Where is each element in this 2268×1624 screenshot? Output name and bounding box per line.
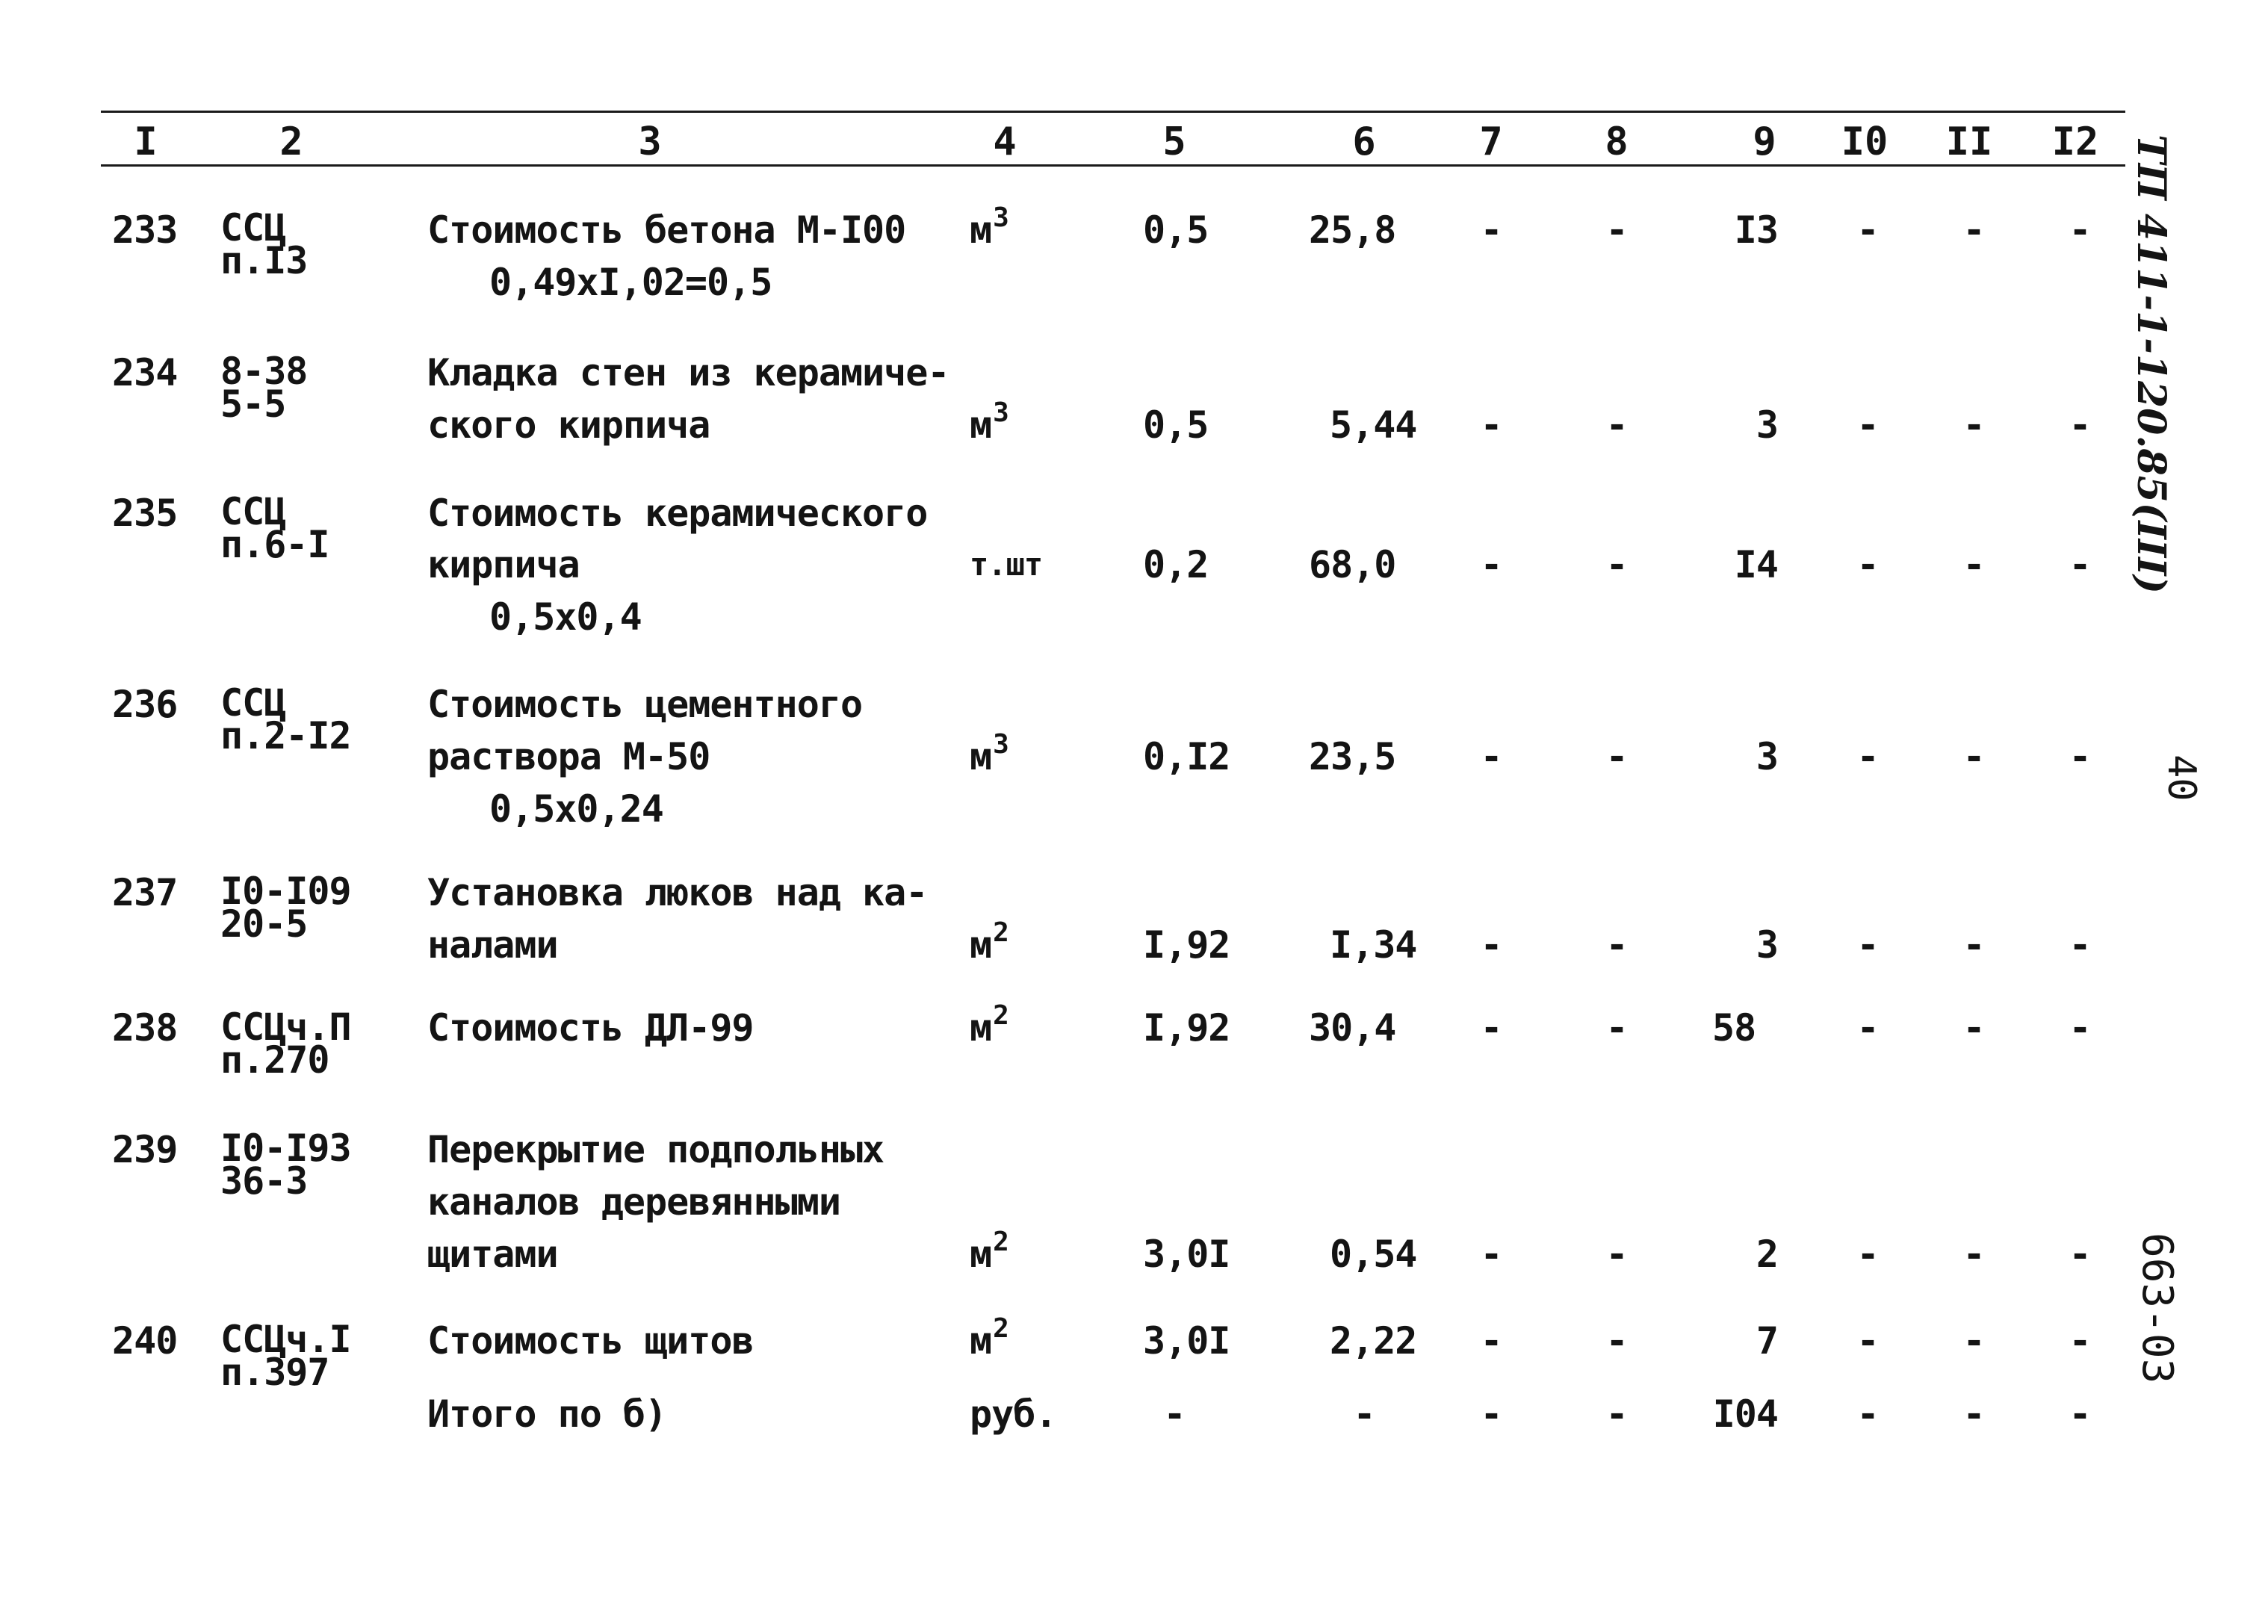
row-col-9: 3: [1756, 403, 1778, 447]
row-unit: $м^2$: [970, 917, 1008, 967]
row-col-11: -: [1962, 1233, 1985, 1276]
row-code-line-2: 20-5: [220, 902, 308, 946]
row-number: 236: [112, 683, 178, 726]
row-col-10: -: [1856, 923, 1879, 967]
total-col-5: -: [1163, 1392, 1186, 1436]
row-unit: $м^3$: [970, 202, 1008, 252]
row-number: 240: [112, 1319, 178, 1363]
header-col-12: I2: [2051, 120, 2099, 164]
row-col-12: -: [2069, 923, 2091, 967]
row-col-5: 0,5: [1143, 208, 1209, 252]
row-number: 238: [112, 1006, 178, 1050]
total-col-7: -: [1480, 1392, 1502, 1436]
row-col-11: -: [1962, 1006, 1985, 1050]
row-description-line-2: раствора М-50: [427, 735, 710, 778]
row-code-line-1: ССЦ: [220, 206, 286, 250]
row-col-12: -: [2069, 735, 2091, 778]
header-col-9: 9: [1753, 120, 1776, 164]
total-label: Итого по б): [427, 1392, 667, 1436]
row-code-line-2: п.270: [220, 1038, 329, 1082]
row-calculation: 0,5х0,24: [489, 787, 663, 831]
row-calculation: 0,5х0,4: [489, 595, 642, 639]
row-col-8: -: [1605, 403, 1628, 447]
row-unit: $м^3$: [970, 397, 1008, 447]
total-col-9: I04: [1712, 1392, 1778, 1436]
row-col-9: 7: [1756, 1319, 1778, 1363]
document-code: ТП 411-1-120.85(III): [2128, 134, 2174, 595]
album-code: 663-03: [2133, 1233, 2181, 1384]
row-code-line-1: ССЦч.П: [220, 1005, 351, 1049]
table-top-rule: [101, 111, 2125, 113]
row-number: 237: [112, 871, 178, 914]
row-unit: т.шт: [970, 546, 1043, 583]
row-col-6: 2,22: [1330, 1319, 1417, 1363]
header-col-3: 3: [638, 120, 662, 164]
row-col-12: -: [2069, 1233, 2091, 1276]
row-col-12: -: [2069, 1319, 2091, 1363]
row-col-11: -: [1962, 208, 1985, 252]
row-col-11: -: [1962, 543, 1985, 586]
row-description-line-1: Перекрытие подпольных: [427, 1128, 884, 1171]
header-col-4: 4: [993, 120, 1017, 164]
row-col-5: 0,5: [1143, 403, 1209, 447]
header-col-10: I0: [1841, 120, 1889, 164]
row-col-9: 3: [1756, 735, 1778, 778]
row-col-8: -: [1605, 208, 1628, 252]
row-col-12: -: [2069, 403, 2091, 447]
row-description-line-1: Кладка стен из керамиче-: [427, 351, 949, 394]
row-col-10: -: [1856, 403, 1879, 447]
page-number: 40: [2159, 754, 2204, 802]
row-col-5: I,92: [1143, 1006, 1230, 1050]
row-col-6: 25,8: [1309, 208, 1396, 252]
total-col-8: -: [1605, 1392, 1628, 1436]
row-description: Стоимость бетона М-I00: [427, 208, 906, 252]
total-col-10: -: [1856, 1392, 1879, 1436]
row-code-line-2: 36-3: [220, 1159, 308, 1203]
row-col-6: 68,0: [1309, 543, 1396, 586]
row-col-8: -: [1605, 1006, 1628, 1050]
row-description-line-1: Стоимость керамического: [427, 492, 928, 535]
row-col-5: 3,0I: [1143, 1319, 1230, 1363]
row-description-line-2: каналов деревянными: [427, 1180, 840, 1224]
row-code-line-2: п.6-I: [220, 523, 329, 566]
row-code-line-1: ССЦ: [220, 490, 286, 533]
row-col-12: -: [2069, 208, 2091, 252]
row-col-8: -: [1605, 923, 1628, 967]
header-col-1: I: [134, 120, 158, 164]
row-unit: $м^2$: [970, 1000, 1008, 1050]
row-code-line-1: I0-I09: [220, 870, 351, 913]
row-description-line-2: ского кирпича: [427, 403, 710, 447]
header-col-7: 7: [1479, 120, 1503, 164]
row-col-6: 23,5: [1309, 735, 1396, 778]
row-col-6: 30,4: [1309, 1006, 1396, 1050]
row-number: 235: [112, 492, 178, 535]
row-col-7: -: [1480, 1319, 1502, 1363]
row-col-12: -: [2069, 1006, 2091, 1050]
header-col-2: 2: [279, 120, 303, 164]
row-col-7: -: [1480, 403, 1502, 447]
row-col-11: -: [1962, 735, 1985, 778]
row-code-line-2: п.397: [220, 1351, 329, 1394]
row-col-10: -: [1856, 543, 1879, 586]
row-unit: $м^2$: [970, 1313, 1008, 1363]
row-col-8: -: [1605, 1319, 1628, 1363]
row-description-line-2: налами: [427, 923, 558, 967]
row-number: 239: [112, 1128, 178, 1171]
row-col-7: -: [1480, 543, 1502, 586]
row-col-7: -: [1480, 735, 1502, 778]
row-col-6: 0,54: [1330, 1233, 1417, 1276]
row-number: 234: [112, 351, 178, 394]
header-col-11: II: [1945, 120, 1993, 164]
row-col-10: -: [1856, 208, 1879, 252]
row-col-10: -: [1856, 1319, 1879, 1363]
row-col-10: -: [1856, 1006, 1879, 1050]
row-description: Стоимость ДЛ-99: [427, 1006, 754, 1050]
row-description-line-1: Стоимость цементного: [427, 683, 863, 726]
row-description-line-1: Установка люков над ка-: [427, 871, 928, 914]
header-col-6: 6: [1352, 120, 1376, 164]
row-col-6: I,34: [1330, 923, 1417, 967]
row-col-12: -: [2069, 543, 2091, 586]
row-col-5: 3,0I: [1143, 1233, 1230, 1276]
row-col-9: 2: [1756, 1233, 1778, 1276]
row-col-5: I,92: [1143, 923, 1230, 967]
row-col-5: 0,I2: [1143, 735, 1230, 778]
header-bottom-rule: [101, 164, 2125, 167]
row-code-line-1: ССЦ: [220, 681, 286, 725]
row-col-7: -: [1480, 923, 1502, 967]
row-col-9: I3: [1734, 208, 1778, 252]
row-col-11: -: [1962, 403, 1985, 447]
row-col-10: -: [1856, 735, 1879, 778]
total-col-12: -: [2069, 1392, 2091, 1436]
row-col-10: -: [1856, 1233, 1879, 1276]
row-col-8: -: [1605, 735, 1628, 778]
row-code-line-1: ССЦч.I: [220, 1318, 351, 1361]
row-unit: $м^2$: [970, 1227, 1008, 1276]
total-col-11: -: [1962, 1392, 1985, 1436]
row-code-line-2: 5-5: [220, 382, 286, 426]
row-code-line-1: I0-I93: [220, 1126, 351, 1170]
row-code-line-2: п.2-I2: [220, 714, 351, 757]
row-col-9: 58: [1712, 1006, 1756, 1050]
total-col-6: -: [1353, 1392, 1375, 1436]
row-col-11: -: [1962, 1319, 1985, 1363]
row-col-9: I4: [1734, 543, 1778, 586]
row-col-8: -: [1605, 1233, 1628, 1276]
row-number: 233: [112, 208, 178, 252]
row-col-7: -: [1480, 208, 1502, 252]
header-col-8: 8: [1605, 120, 1629, 164]
row-description-line-2: кирпича: [427, 543, 580, 586]
row-code-line-1: 8-38: [220, 350, 308, 393]
row-col-9: 3: [1756, 923, 1778, 967]
row-unit: $м^3$: [970, 729, 1008, 778]
row-col-6: 5,44: [1330, 403, 1417, 447]
row-col-7: -: [1480, 1006, 1502, 1050]
row-col-8: -: [1605, 543, 1628, 586]
row-code-line-2: п.I3: [220, 239, 308, 282]
row-col-11: -: [1962, 923, 1985, 967]
total-unit: руб.: [970, 1392, 1057, 1436]
row-col-7: -: [1480, 1233, 1502, 1276]
row-col-5: 0,2: [1143, 543, 1209, 586]
header-col-5: 5: [1162, 120, 1186, 164]
row-calculation: 0,49хI,02=0,5: [489, 261, 772, 304]
row-description: Стоимость щитов: [427, 1319, 754, 1363]
row-description-line-3: щитами: [427, 1233, 558, 1276]
